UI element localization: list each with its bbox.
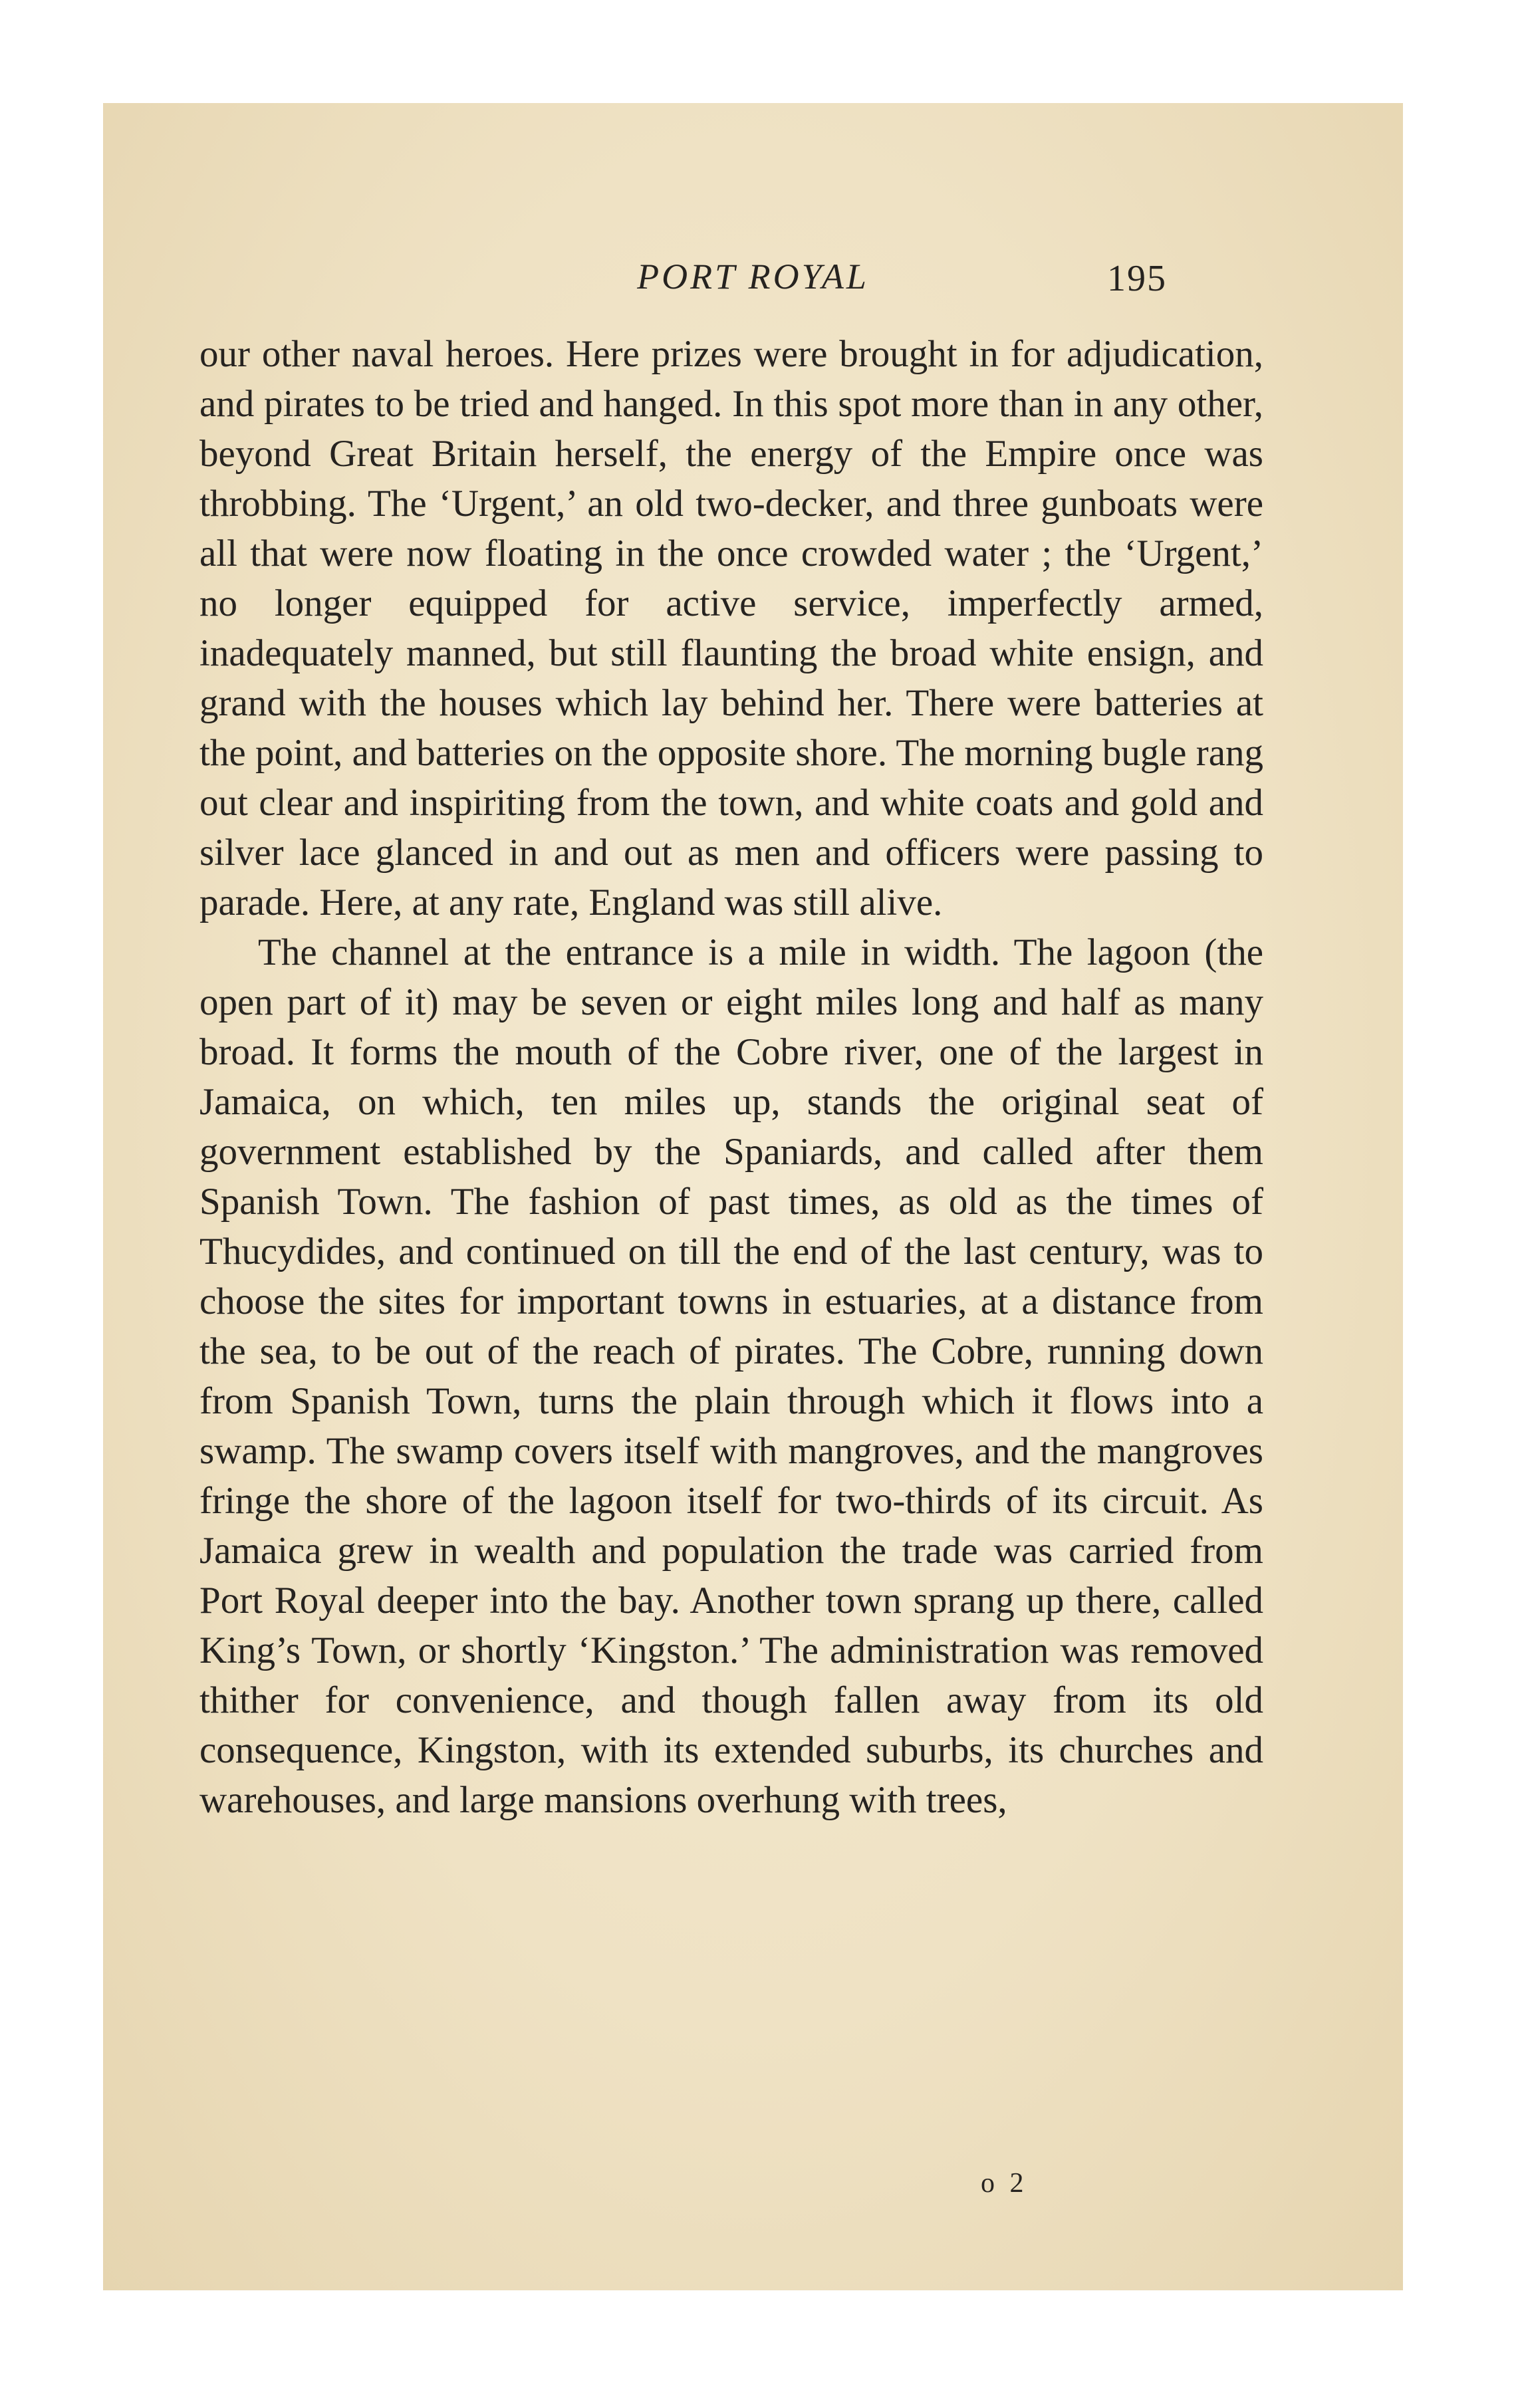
paragraph-continued: our other naval heroes. Here prizes were brought in for adjudication, and pirates to be tried and hanged. In this spot more than in any other, beyond Great Britain herself, the energy of the Empire once was throbbing. The ‘Urgent,’ an old two-decker, and three gunboats were all that were now floating in the once crowded water ; the ‘Urgent,’ no longer equipped for active service, imperfectly armed, inadequately manned, but still flaunting the broad white ensign, and grand with the houses which lay behind her. There were batteries at the point, and batteries on the opposite shore. The morning bugle rang out clear and inspiriting from the town, and white coats and gold and silver lace glanced in and out as men and officers were passing to parade. Here, at any rate, England was still alive. <box>199 333 1263 923</box>
paragraph: The channel at the entrance is a mile in width. The lagoon (the open part of it) may be seven or eight miles long and half as many broad. It forms the mouth of the Cobre river, one of the largest in Jamaica, on which, ten miles up, stands the original seat of government established by the Spaniards, and called after them Spanish Town. The fashion of past times, as old as the times of Thucydides, and continued on till the end of the last century, was to choose the sites for important towns in estuaries, at a distance from the sea, to be out of the reach of pirates. The Cobre, running down from Spanish Town, turns the plain through which it flows into a swamp. The swamp covers itself with mangroves, and the mangroves fringe the shore of the lagoon itself for two-thirds of its circuit. As Jamaica grew in wealth and population the trade was carried from Port Royal deeper into the bay. Another town sprang up there, called King’s Town, or shortly ‘Kingston.’ The administration was removed thither for convenience, and though fallen away from its old consequence, Kingston, with its extended suburbs, its churches and warehouses, and large mansions overhung with trees, <box>199 931 1263 1821</box>
running-head: PORT ROYAL <box>637 257 869 297</box>
page-number: 195 <box>1107 258 1167 299</box>
body-text <box>199 329 1263 1825</box>
signature-mark: o 2 <box>981 2168 1028 2199</box>
book-page <box>103 103 1403 2290</box>
page-header <box>103 256 1403 309</box>
